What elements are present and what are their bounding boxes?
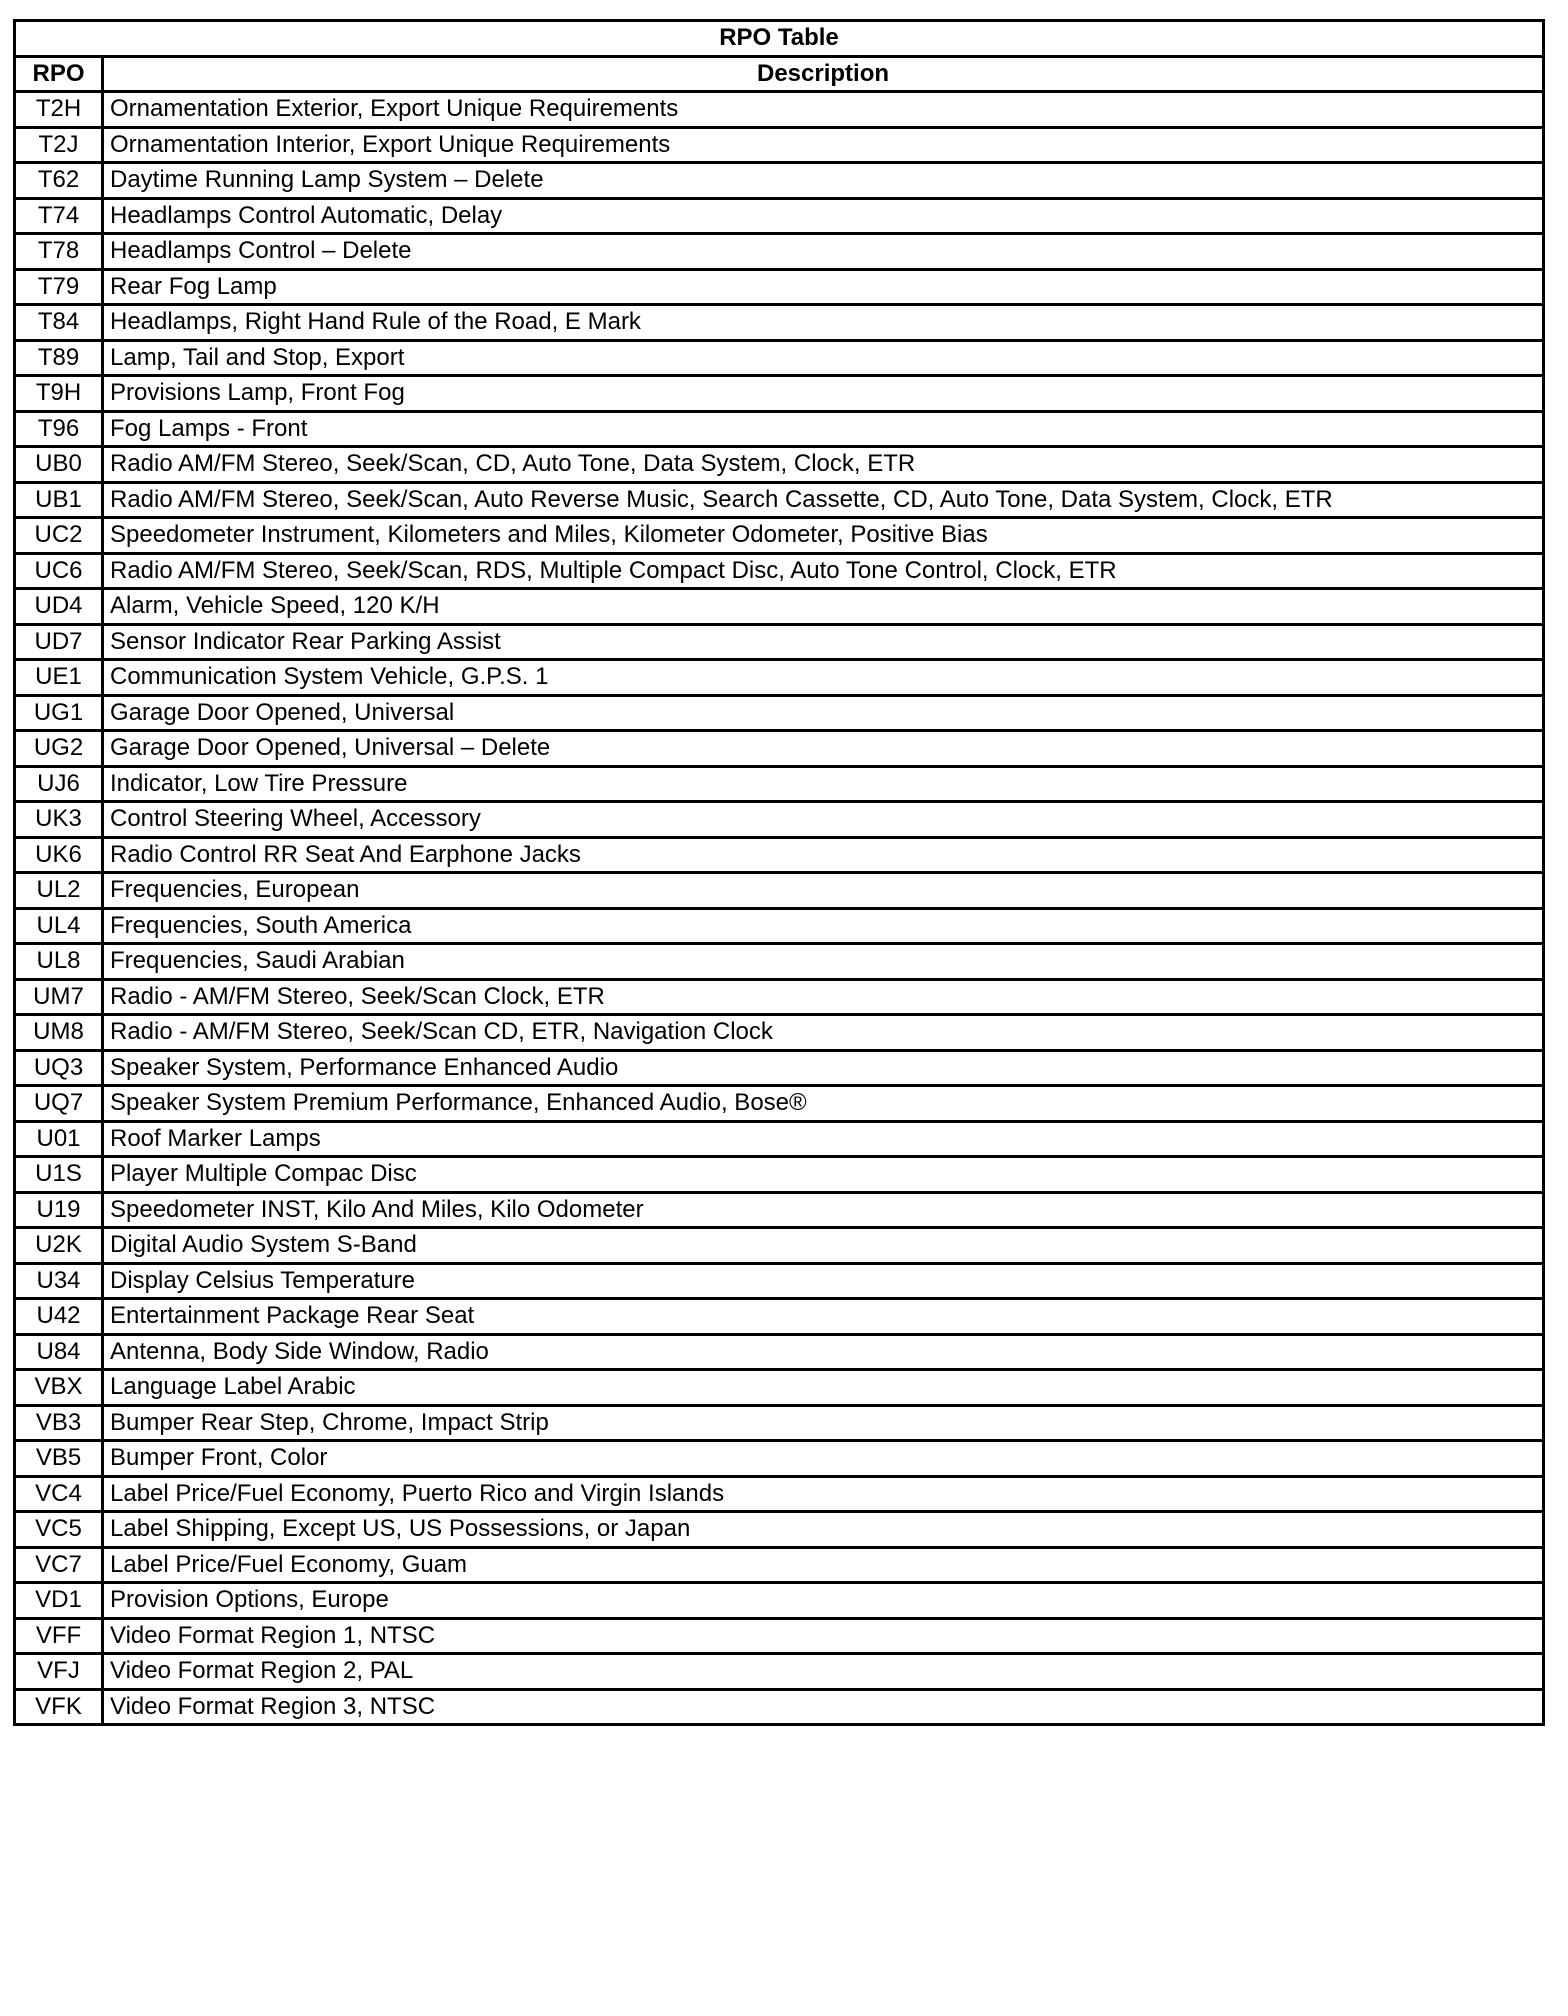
rpo-description-cell: Radio - AM/FM Stereo, Seek/Scan CD, ETR, Navigation Clock (103, 1015, 1544, 1051)
table-row (15, 802, 1544, 838)
table-title: RPO Table (15, 21, 1544, 57)
rpo-code-cell: T2J (15, 127, 103, 163)
rpo-code-cell: UL8 (15, 944, 103, 980)
rpo-code-cell: VB5 (15, 1441, 103, 1477)
rpo-description-cell: Label Price/Fuel Economy, Puerto Rico and Virgin Islands (103, 1476, 1544, 1512)
rpo-code-cell: UG1 (15, 695, 103, 731)
rpo-description-cell: Alarm, Vehicle Speed, 120 K/H (103, 589, 1544, 625)
table-row (15, 1476, 1544, 1512)
rpo-code-cell: T79 (15, 269, 103, 305)
rpo-code-cell: UL2 (15, 873, 103, 909)
rpo-description-cell: Ornamentation Exterior, Export Unique Requirements (103, 92, 1544, 128)
rpo-description-cell: Bumper Rear Step, Chrome, Impact Strip (103, 1405, 1544, 1441)
table-row (15, 1121, 1544, 1157)
rpo-description-cell: Roof Marker Lamps (103, 1121, 1544, 1157)
rpo-code-cell: VFJ (15, 1654, 103, 1690)
rpo-description-cell: Speaker System Premium Performance, Enhanced Audio, Bose® (103, 1086, 1544, 1122)
rpo-code-cell: UK3 (15, 802, 103, 838)
rpo-code-cell: UC6 (15, 553, 103, 589)
table-row (15, 376, 1544, 412)
rpo-code-cell: VFK (15, 1689, 103, 1725)
table-row (15, 1157, 1544, 1193)
rpo-description-cell: Radio AM/FM Stereo, Seek/Scan, CD, Auto Tone, Data System, Clock, ETR (103, 447, 1544, 483)
rpo-description-cell: Provisions Lamp, Front Fog (103, 376, 1544, 412)
rpo-description-cell: Speedometer Instrument, Kilometers and Miles, Kilometer Odometer, Positive Bias (103, 518, 1544, 554)
rpo-code-cell: UD4 (15, 589, 103, 625)
rpo-table (13, 19, 1545, 1726)
table-row (15, 1618, 1544, 1654)
rpo-code-cell: U19 (15, 1192, 103, 1228)
table-row (15, 766, 1544, 802)
rpo-description-cell: Rear Fog Lamp (103, 269, 1544, 305)
table-row (15, 234, 1544, 270)
table-row (15, 695, 1544, 731)
rpo-code-cell: UQ3 (15, 1050, 103, 1086)
rpo-description-cell: Garage Door Opened, Universal (103, 695, 1544, 731)
rpo-description-cell: Daytime Running Lamp System – Delete (103, 163, 1544, 199)
rpo-code-cell: U42 (15, 1299, 103, 1335)
table-row (15, 518, 1544, 554)
table-row (15, 269, 1544, 305)
table-row (15, 1547, 1544, 1583)
table-row (15, 305, 1544, 341)
table-row (15, 837, 1544, 873)
rpo-description-cell: Speaker System, Performance Enhanced Audio (103, 1050, 1544, 1086)
rpo-code-cell: U2K (15, 1228, 103, 1264)
table-row (15, 553, 1544, 589)
rpo-description-cell: Player Multiple Compac Disc (103, 1157, 1544, 1193)
table-row (15, 1299, 1544, 1335)
rpo-description-cell: Radio Control RR Seat And Earphone Jacks (103, 837, 1544, 873)
rpo-description-cell: Headlamps, Right Hand Rule of the Road, E Mark (103, 305, 1544, 341)
rpo-description-cell: Ornamentation Interior, Export Unique Requirements (103, 127, 1544, 163)
rpo-code-cell: U01 (15, 1121, 103, 1157)
rpo-description-cell: Antenna, Body Side Window, Radio (103, 1334, 1544, 1370)
rpo-code-cell: UE1 (15, 660, 103, 696)
table-row (15, 1370, 1544, 1406)
table-row (15, 1263, 1544, 1299)
rpo-description-cell: Provision Options, Europe (103, 1583, 1544, 1619)
rpo-code-cell: VC7 (15, 1547, 103, 1583)
rpo-code-cell: VD1 (15, 1583, 103, 1619)
table-row (15, 482, 1544, 518)
rpo-code-cell: UD7 (15, 624, 103, 660)
rpo-description-cell: Frequencies, Saudi Arabian (103, 944, 1544, 980)
table-row (15, 447, 1544, 483)
rpo-description-cell: Video Format Region 2, PAL (103, 1654, 1544, 1690)
table-head (15, 21, 1544, 92)
table-row (15, 589, 1544, 625)
table-row (15, 624, 1544, 660)
rpo-description-cell: Video Format Region 1, NTSC (103, 1618, 1544, 1654)
rpo-code-cell: T62 (15, 163, 103, 199)
rpo-code-cell: T84 (15, 305, 103, 341)
rpo-code-cell: VBX (15, 1370, 103, 1406)
table-row (15, 411, 1544, 447)
rpo-description-cell: Label Price/Fuel Economy, Guam (103, 1547, 1544, 1583)
rpo-code-cell: UM7 (15, 979, 103, 1015)
table-row (15, 1441, 1544, 1477)
rpo-description-cell: Entertainment Package Rear Seat (103, 1299, 1544, 1335)
table-row (15, 908, 1544, 944)
rpo-code-cell: UG2 (15, 731, 103, 767)
rpo-code-cell: T9H (15, 376, 103, 412)
table-row (15, 340, 1544, 376)
rpo-code-cell: UM8 (15, 1015, 103, 1051)
table-row (15, 944, 1544, 980)
rpo-code-cell: U34 (15, 1263, 103, 1299)
table-row (15, 731, 1544, 767)
rpo-code-cell: U84 (15, 1334, 103, 1370)
rpo-description-cell: Radio AM/FM Stereo, Seek/Scan, Auto Reverse Music, Search Cassette, CD, Auto Tone, Data System, Clock, ETR (103, 482, 1544, 518)
table-body (15, 92, 1544, 1725)
rpo-code-cell: T89 (15, 340, 103, 376)
table-row (15, 1192, 1544, 1228)
rpo-code-cell: T78 (15, 234, 103, 270)
table-row (15, 1583, 1544, 1619)
rpo-description-cell: Bumper Front, Color (103, 1441, 1544, 1477)
rpo-description-cell: Frequencies, South America (103, 908, 1544, 944)
rpo-description-cell: Language Label Arabic (103, 1370, 1544, 1406)
rpo-code-cell: VC4 (15, 1476, 103, 1512)
rpo-code-cell: U1S (15, 1157, 103, 1193)
rpo-code-cell: UC2 (15, 518, 103, 554)
table-row (15, 1050, 1544, 1086)
table-row (15, 1512, 1544, 1548)
rpo-code-cell: UQ7 (15, 1086, 103, 1122)
rpo-code-cell: UK6 (15, 837, 103, 873)
rpo-code-cell: VFF (15, 1618, 103, 1654)
table-row (15, 1689, 1544, 1725)
rpo-description-cell: Display Celsius Temperature (103, 1263, 1544, 1299)
table-row (15, 92, 1544, 128)
rpo-code-cell: T2H (15, 92, 103, 128)
table-row (15, 1405, 1544, 1441)
table-row (15, 127, 1544, 163)
table-row (15, 1015, 1544, 1051)
rpo-description-cell: Headlamps Control – Delete (103, 234, 1544, 270)
rpo-description-cell: Sensor Indicator Rear Parking Assist (103, 624, 1544, 660)
rpo-code-cell: T74 (15, 198, 103, 234)
rpo-description-cell: Lamp, Tail and Stop, Export (103, 340, 1544, 376)
rpo-description-cell: Radio AM/FM Stereo, Seek/Scan, RDS, Multiple Compact Disc, Auto Tone Control, Clock, ETR (103, 553, 1544, 589)
rpo-description-cell: Label Shipping, Except US, US Possessions, or Japan (103, 1512, 1544, 1548)
rpo-description-cell: Communication System Vehicle, G.P.S. 1 (103, 660, 1544, 696)
table-row (15, 1334, 1544, 1370)
rpo-description-cell: Speedometer INST, Kilo And Miles, Kilo Odometer (103, 1192, 1544, 1228)
rpo-code-cell: UB1 (15, 482, 103, 518)
rpo-description-cell: Headlamps Control Automatic, Delay (103, 198, 1544, 234)
rpo-column-header: RPO (15, 56, 103, 92)
rpo-description-cell: Garage Door Opened, Universal – Delete (103, 731, 1544, 767)
rpo-code-cell: T96 (15, 411, 103, 447)
header-row (15, 56, 1544, 92)
rpo-code-cell: VB3 (15, 1405, 103, 1441)
table-row (15, 1654, 1544, 1690)
rpo-code-cell: UJ6 (15, 766, 103, 802)
rpo-description-cell: Fog Lamps - Front (103, 411, 1544, 447)
table-row (15, 979, 1544, 1015)
rpo-description-cell: Digital Audio System S-Band (103, 1228, 1544, 1264)
rpo-description-cell: Video Format Region 3, NTSC (103, 1689, 1544, 1725)
table-row (15, 660, 1544, 696)
rpo-code-cell: VC5 (15, 1512, 103, 1548)
table-row (15, 163, 1544, 199)
table-row (15, 1228, 1544, 1264)
table-row (15, 1086, 1544, 1122)
rpo-description-cell: Control Steering Wheel, Accessory (103, 802, 1544, 838)
title-row (15, 21, 1544, 57)
rpo-description-cell: Frequencies, European (103, 873, 1544, 909)
description-column-header: Description (103, 56, 1544, 92)
table-row (15, 873, 1544, 909)
table-row (15, 198, 1544, 234)
rpo-description-cell: Indicator, Low Tire Pressure (103, 766, 1544, 802)
rpo-code-cell: UB0 (15, 447, 103, 483)
rpo-description-cell: Radio - AM/FM Stereo, Seek/Scan Clock, ETR (103, 979, 1544, 1015)
rpo-code-cell: UL4 (15, 908, 103, 944)
